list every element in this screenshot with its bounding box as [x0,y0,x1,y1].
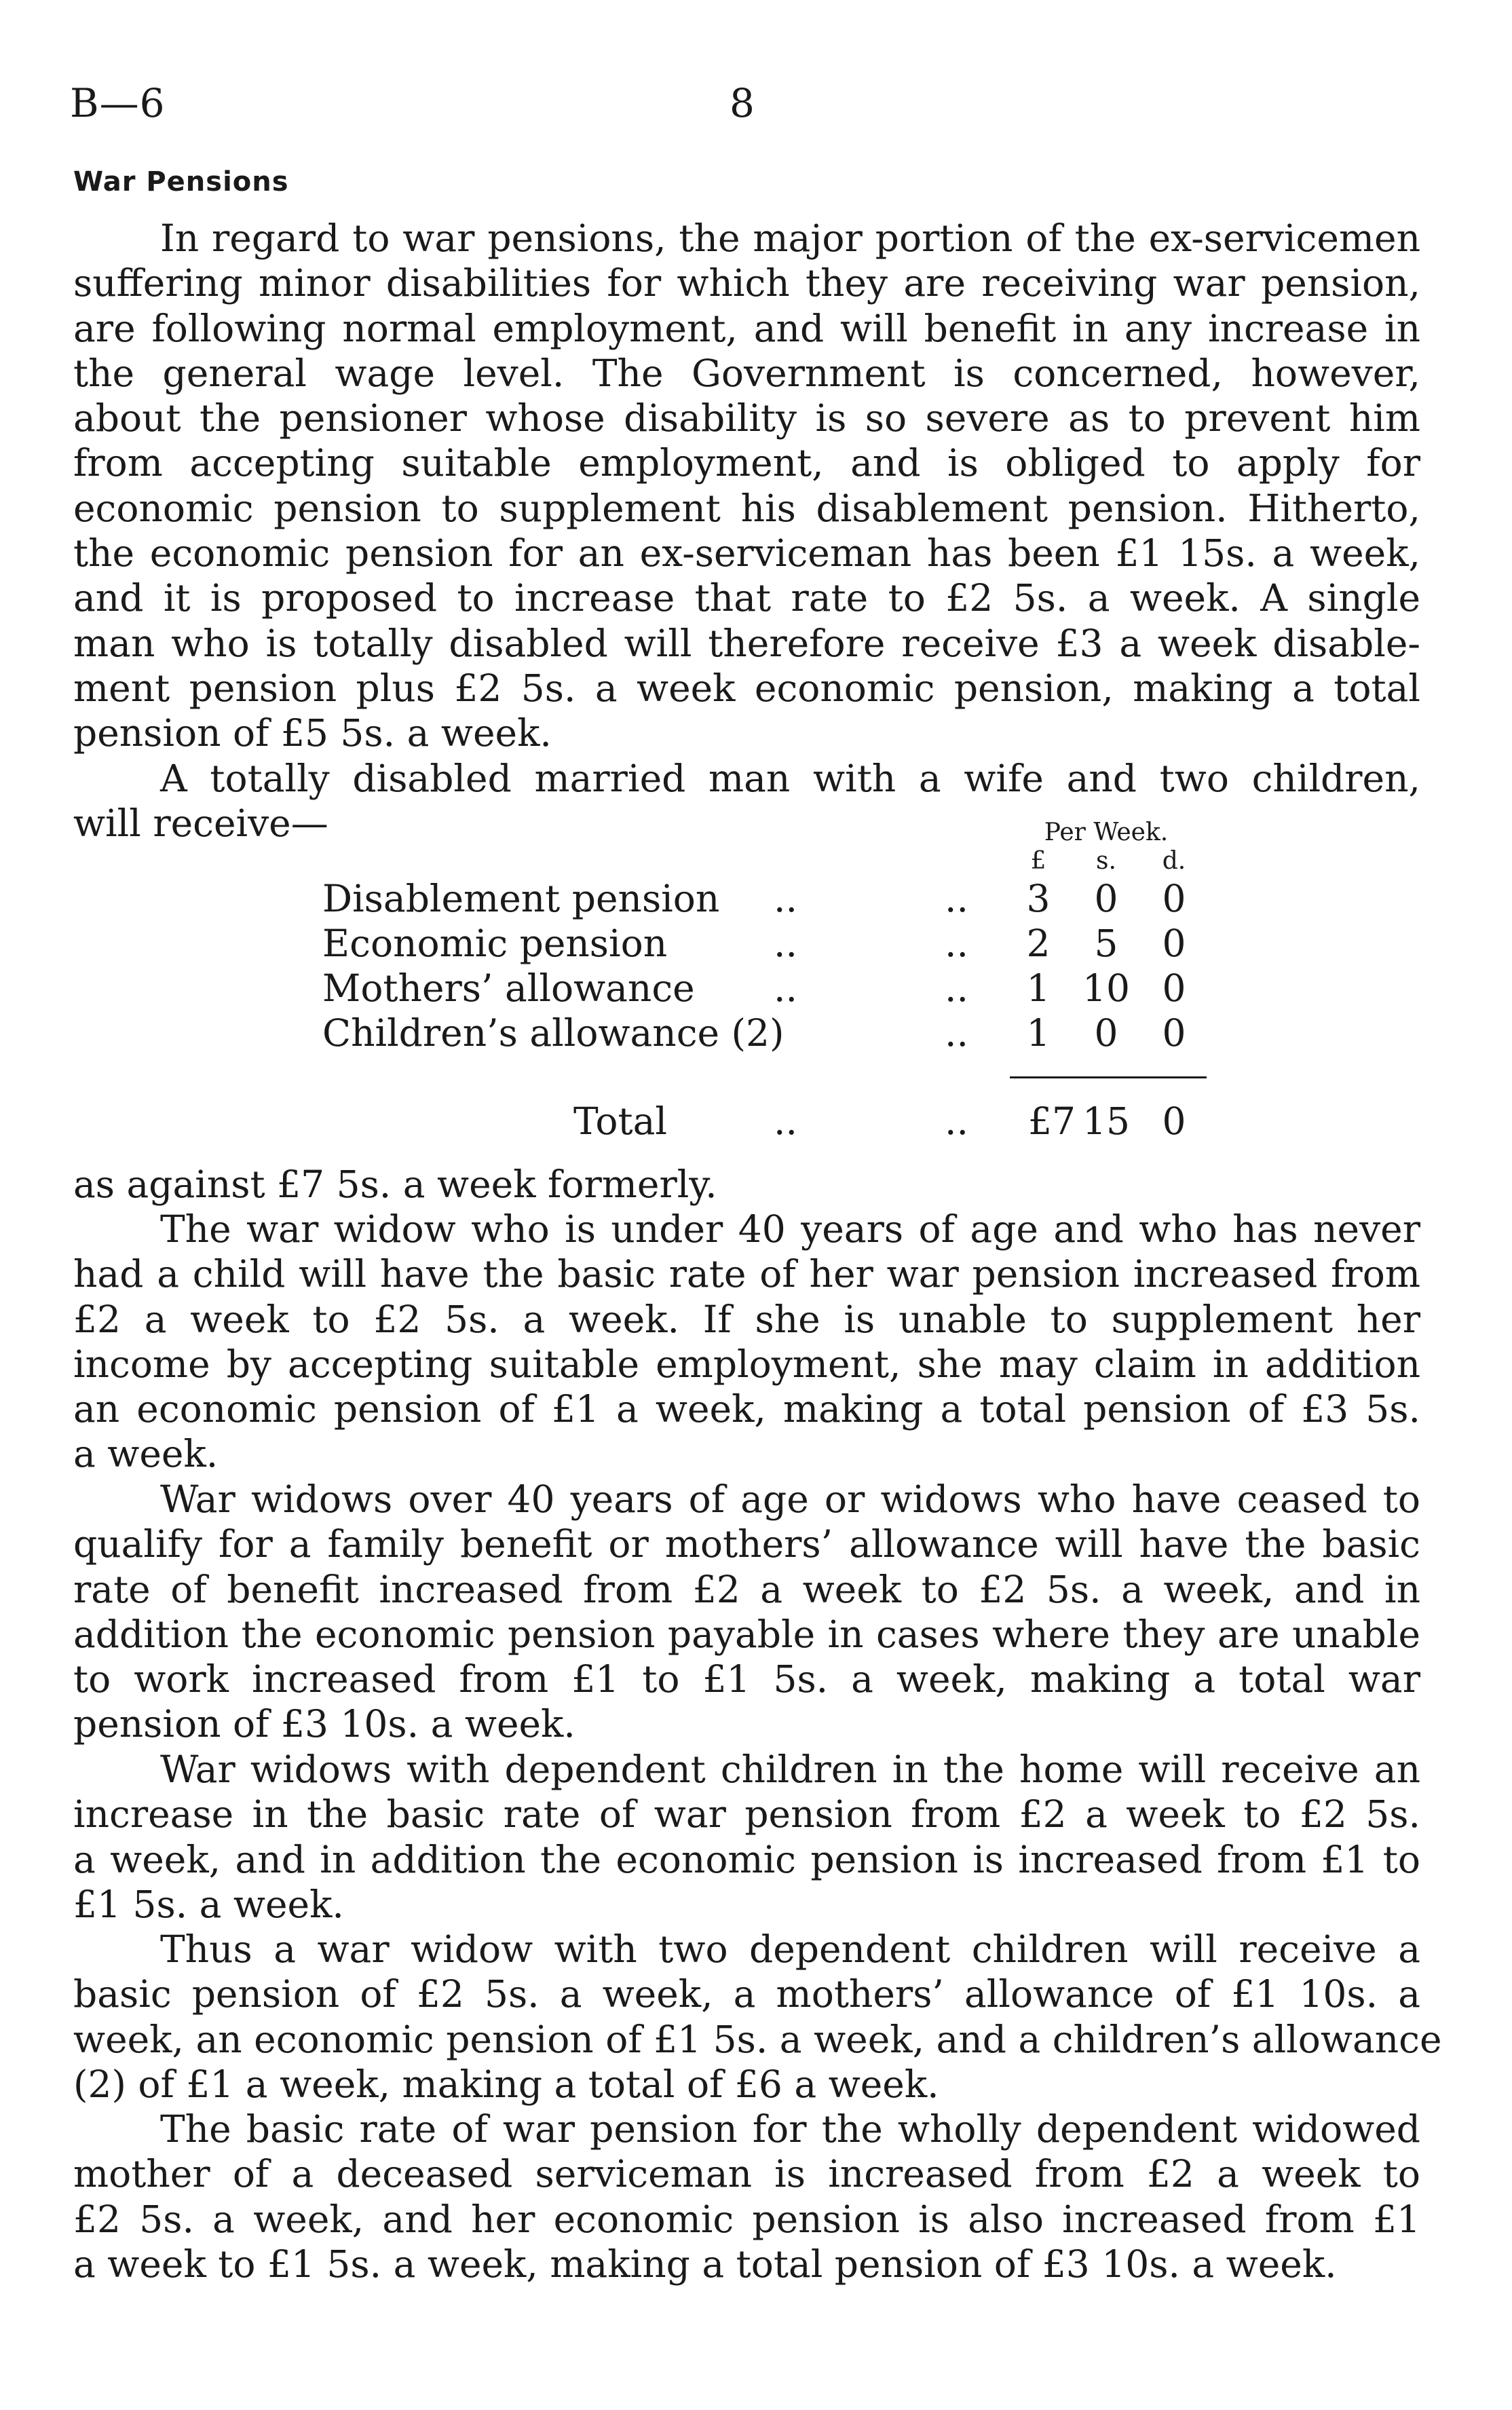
amount-pounds: 3 [1026,877,1051,920]
text-line: The war widow who is under 40 years of age and who has never [160,1207,1420,1251]
text-line: from accepting suitable employment, and is obliged to apply for [73,441,1420,485]
text-line: £2 a week to £2 5s. a week. If she is unable to supplement her [73,1297,1420,1341]
column-header-shillings: s. [1096,847,1116,875]
leader-dots: .. [945,966,968,1010]
total-shillings: 15 [1082,1099,1130,1143]
column-header-pence: d. [1162,847,1186,875]
leader-dots: .. [774,877,797,920]
amount-shillings: 10 [1082,966,1130,1010]
leader-dots: .. [774,966,797,1010]
text-line: rate of benefit increased from £2 a week to £2 5s. a week, and in [73,1567,1420,1611]
leader-dots: .. [774,922,797,965]
text-line: £1 5s. a week. [73,1882,344,1926]
paragraph-widows-with-children [73,1747,1420,1927]
text-line: about the pensioner whose disability is so severe as to prevent him [73,396,1420,440]
amount-shillings: 0 [1094,1011,1118,1055]
text-line: had a child will have the basic rate of her war pension increased from [73,1252,1420,1296]
leader-dots: .. [774,1099,797,1143]
text-line: In regard to war pensions, the major portion of the ex-servicemen [160,216,1420,260]
row-label: Mothers’ allowance [322,966,695,1010]
text-line: a week to £1 5s. a week, making a total pension of £3 10s. a week. [73,2242,1337,2286]
text-line: War widows over 40 years of age or widows who have ceased to [160,1477,1420,1521]
text-line: pension of £5 5s. a week. [73,711,552,755]
after-table-line [73,1162,1420,1207]
amount-pence: 0 [1162,877,1186,920]
total-label: Total [573,1099,668,1143]
amount-pence: 0 [1162,1011,1186,1055]
text-line: Thus a war widow with two dependent children will receive a [160,1927,1420,1971]
leader-dots: .. [945,922,968,965]
text-line: and it is proposed to increase that rate to £2 5s. a week. A single [73,576,1420,620]
amount-pounds: 1 [1026,1011,1051,1055]
amount-shillings: 5 [1094,922,1118,965]
text-line: to work increased from £1 to £1 5s. a week, making a total war [73,1657,1420,1701]
text-line: will receive— [73,802,328,846]
row-label: Economic pension [322,922,668,965]
text-line: the economic pension for an ex-serviceman has been £1 15s. a week, [73,531,1420,576]
amount-pounds: 2 [1026,922,1051,965]
table-row [0,966,1512,1011]
text-line: qualify for a family benefit or mothers’ allowance will have the basic [73,1522,1420,1566]
leader-dots: .. [945,877,968,920]
paragraph-war-widows-over-40 [73,1477,1420,1747]
text-line: £2 5s. a week, and her economic pension is also increased from £1 [73,2197,1420,2241]
total-rule [1010,1076,1207,1078]
table-row [0,1011,1512,1056]
amount-pence: 0 [1162,922,1186,965]
paragraph-widow-two-children [73,1927,1442,2107]
paragraph-married-man [73,756,1420,846]
text-line: A totally disabled married man with a wife and two children, [160,757,1420,800]
paragraph-war-widow-under-40 [73,1207,1420,1477]
text-line: week, an economic pension of £1 5s. a week, and a children’s allowance [73,2017,1442,2061]
row-label: Children’s allowance (2) [322,1011,785,1055]
text-line: War widows with dependent children in the home will receive an [160,1748,1420,1791]
text-line: suffering minor disabilities for which they are receiving war pension, [73,261,1420,305]
leader-dots: .. [945,1099,968,1143]
text-line: addition the economic pension payable in cases where they are unable [73,1612,1420,1656]
text-line: are following normal employment, and will benefit in any increase in [73,306,1420,350]
amount-pence: 0 [1162,966,1186,1010]
text-line: man who is totally disabled will therefore receive £3 a week disable- [73,621,1420,665]
total-pence: 0 [1162,1099,1186,1143]
text-line: a week, and in addition the economic pension is increased from £1 to [73,1837,1420,1881]
table-unit-label: Per Week. [1044,818,1169,846]
text-line: the general wage level. The Government is concerned, however, [73,351,1420,395]
paragraph-economic-pension [73,216,1420,756]
paragraph-widowed-mother [73,2107,1420,2286]
page-code: B—6 [70,80,166,126]
text-line: an economic pension of £1 a week, making a total pension of £3 5s. [73,1387,1420,1431]
text-line: mother of a deceased serviceman is increased from £2 a week to [73,2152,1420,2196]
page-number: 8 [730,80,755,126]
leader-dots: .. [945,1011,968,1055]
table-row [0,922,1512,966]
text-line: ment pension plus £2 5s. a week economic pension, making a total [73,666,1420,710]
text-line: as against £7 5s. a week formerly. [73,1163,717,1206]
text-line: (2) of £1 a week, making a total of £6 a week. [73,2062,939,2106]
text-line: The basic rate of war pension for the wholly dependent widowed [160,2107,1420,2151]
row-label: Disablement pension [322,877,720,920]
amount-pounds: 1 [1026,966,1051,1010]
column-header-pounds: £ [1030,847,1046,875]
text-line: increase in the basic rate of war pension from £2 a week to £2 5s. [73,1792,1420,1837]
amount-shillings: 0 [1094,877,1118,920]
table-total-row [0,1099,1512,1144]
table-row [0,877,1512,922]
text-line: a week. [73,1432,219,1476]
text-line: pension of £3 10s. a week. [73,1702,575,1746]
section-heading: War Pensions [73,166,289,197]
total-pounds: £7 [1028,1099,1076,1143]
text-line: income by accepting suitable employment, she may claim in addition [73,1342,1420,1386]
text-line: economic pension to supplement his disablement pension. Hitherto, [73,486,1420,530]
text-line: basic pension of £2 5s. a week, a mothers’ allowance of £1 10s. a [73,1972,1420,2016]
